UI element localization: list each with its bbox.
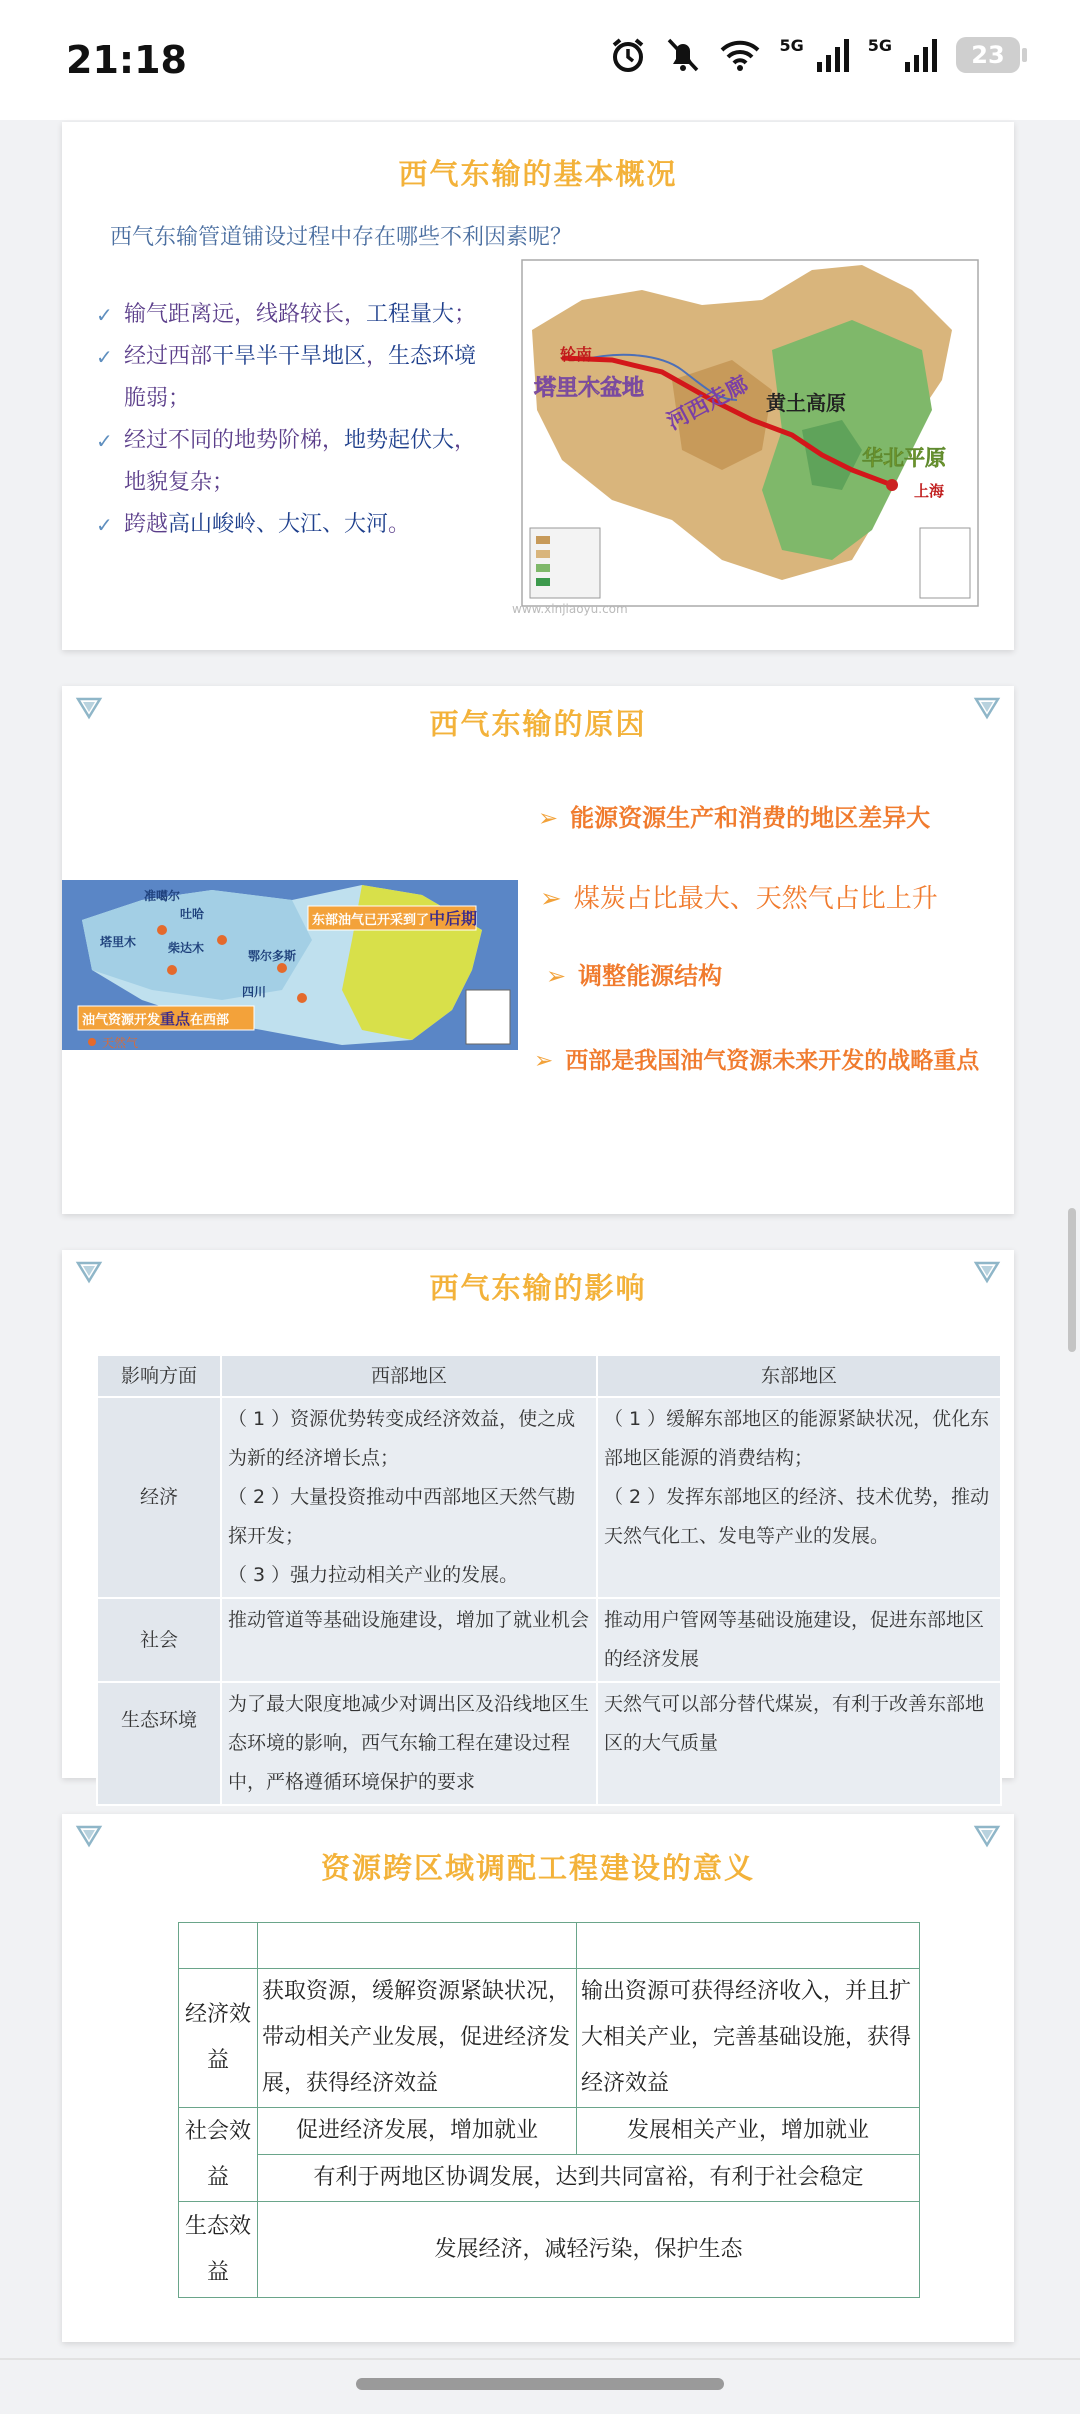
- scrollbar-thumb[interactable]: [1068, 1208, 1076, 1352]
- significance-table: [178, 1922, 920, 2298]
- wifi-icon: [719, 38, 761, 72]
- pipeline-route-map: [522, 260, 978, 606]
- status-icons: [609, 36, 1020, 74]
- alarm-icon: [609, 36, 647, 74]
- reason-item: ➢ 调整能源结构: [546, 962, 723, 990]
- signal-type-label: 5G: [867, 35, 892, 55]
- svg-text:河西走廊: 河西走廊: [663, 371, 753, 436]
- svg-text:准噶尔: 准噶尔: [144, 889, 181, 903]
- arrow-icon: ➢: [540, 884, 562, 914]
- svg-text:华北平原: 华北平原: [862, 446, 946, 470]
- mute-bell-icon: [665, 36, 701, 74]
- svg-text:四川: 四川: [242, 985, 267, 999]
- battery-icon: 23: [956, 37, 1020, 73]
- svg-text:上海: 上海: [914, 482, 945, 500]
- bullet-item: ✓ 跨越高山峻岭、大江、大河。: [96, 504, 576, 546]
- table-header: 东部地区: [597, 1355, 1001, 1397]
- svg-text:黄土高原: 黄土高原: [766, 391, 846, 415]
- svg-text:东部油气已开采到了中后期: 东部油气已开采到了中后期: [312, 909, 478, 928]
- triangle-decor-icon: [974, 1824, 1000, 1848]
- bullet-item: ✓ 经过不同的地势阶梯，地势起伏大， 地貌复杂；: [96, 420, 576, 504]
- slide-title: 西气东输的影响: [429, 1271, 647, 1305]
- svg-text:吐哈: 吐哈: [180, 907, 205, 921]
- slide-overview[interactable]: [62, 122, 1014, 650]
- checkmark-icon: ✓: [96, 513, 113, 537]
- table-header: 影响方面: [97, 1355, 221, 1397]
- table-row: 社会效益 促进经济发展，增加就业 发展相关产业，增加就业: [179, 2108, 920, 2155]
- slide-title: 资源跨区域调配工程建设的意义: [320, 1851, 755, 1885]
- arrow-icon: ➢: [546, 962, 567, 990]
- svg-text:鄂尔多斯: 鄂尔多斯: [248, 949, 297, 963]
- table-row: 社会 推动管道等基础设施建设，增加了就业机会 推动用户管网等基础设施建设，促进东部地区的经济发展: [97, 1598, 1001, 1682]
- table-row: 有利于两地区协调发展，达到共同富裕，有利于社会稳定: [179, 2155, 920, 2202]
- svg-text:天然气: 天然气: [102, 1036, 139, 1050]
- table-row: 生态环境 为了最大限度地减少对调出区及沿线地区生态环境的影响，西气东输工程在建设过程中，严格遵循环境保护的要求 天然气可以部分替代煤炭，有利于改善东部地区的大气质量: [97, 1682, 1001, 1805]
- reason-item: ➢ 煤炭占比最大、天然气占比上升: [540, 884, 938, 914]
- arrow-icon: ➢: [534, 1048, 554, 1074]
- table-row: 生态效益 发展经济，减轻污染，保护生态: [179, 2202, 920, 2298]
- watermark: www.xinjiaoyu.com: [512, 602, 628, 616]
- table-header: 西部地区: [221, 1355, 597, 1397]
- signal-strength-icon: [904, 38, 938, 72]
- svg-text:轮南: 轮南: [560, 345, 593, 364]
- signal-type-label: 5G: [779, 35, 804, 55]
- table-row: [179, 1923, 920, 1969]
- triangle-decor-icon: [76, 1824, 102, 1848]
- table-row: 经济效益 获取资源，缓解资源紧缺状况，带动相关产业发展，促进经济发展，获得经济效益 输出资源可获得经济收入，并且扩大相关产业，完善基础设施，获得经济效益: [179, 1969, 920, 2108]
- checkmark-icon: ✓: [96, 303, 113, 327]
- slide-question: 西气东输管道铺设过程中存在哪些不利因素呢？: [110, 225, 573, 250]
- impact-table: [96, 1354, 1002, 1806]
- svg-text:柴达木: 柴达木: [168, 941, 205, 955]
- slide-title: 西气东输的基本概况: [398, 157, 678, 191]
- oil-gas-map: [62, 880, 518, 1050]
- home-indicator[interactable]: [356, 2378, 724, 2390]
- slide-impact[interactable]: [62, 1250, 1014, 1793]
- status-bar: [0, 0, 1080, 120]
- reason-item: ➢ 西部是我国油气资源未来开发的战略重点: [534, 1048, 980, 1074]
- bullet-list: [96, 294, 576, 546]
- checkmark-icon: ✓: [96, 345, 113, 369]
- clock: 21:18: [66, 38, 187, 82]
- svg-text:油气资源开发重点在西部: 油气资源开发重点在西部: [82, 1010, 230, 1028]
- signal-strength-icon: [816, 38, 850, 72]
- slide-significance[interactable]: [62, 1814, 1014, 2342]
- slide-title: 西气东输的原因: [429, 707, 647, 741]
- svg-text:塔里木盆地: 塔里木盆地: [534, 376, 645, 401]
- divider: [0, 2358, 1080, 2360]
- bullet-item: ✓ 输气距离远，线路较长，工程量大；: [96, 294, 576, 336]
- reason-item: ➢ 能源资源生产和消费的地区差异大: [538, 804, 931, 832]
- bullet-item: ✓ 经过西部干旱半干旱地区，生态环境 脆弱；: [96, 336, 576, 420]
- slide-reasons[interactable]: [62, 686, 1014, 1214]
- svg-text:塔里木: 塔里木: [100, 935, 137, 949]
- arrow-icon: ➢: [538, 804, 559, 832]
- table-row: 经济 （ 1 ）资源优势转变成经济效益，使之成为新的经济增长点； （ 2 ）大量投资推动中西部地区天然气勘探开发； （ 3 ）强力拉动相关产业的发展。 （ 1 ）缓解东部地区的能源紧缺状况，优化东部地区能源的消费结构； （ 2 ）发挥东部地区的经济、技术优势，推动天然气化工、发电等产业的发展。: [97, 1397, 1001, 1598]
- checkmark-icon: ✓: [96, 429, 113, 453]
